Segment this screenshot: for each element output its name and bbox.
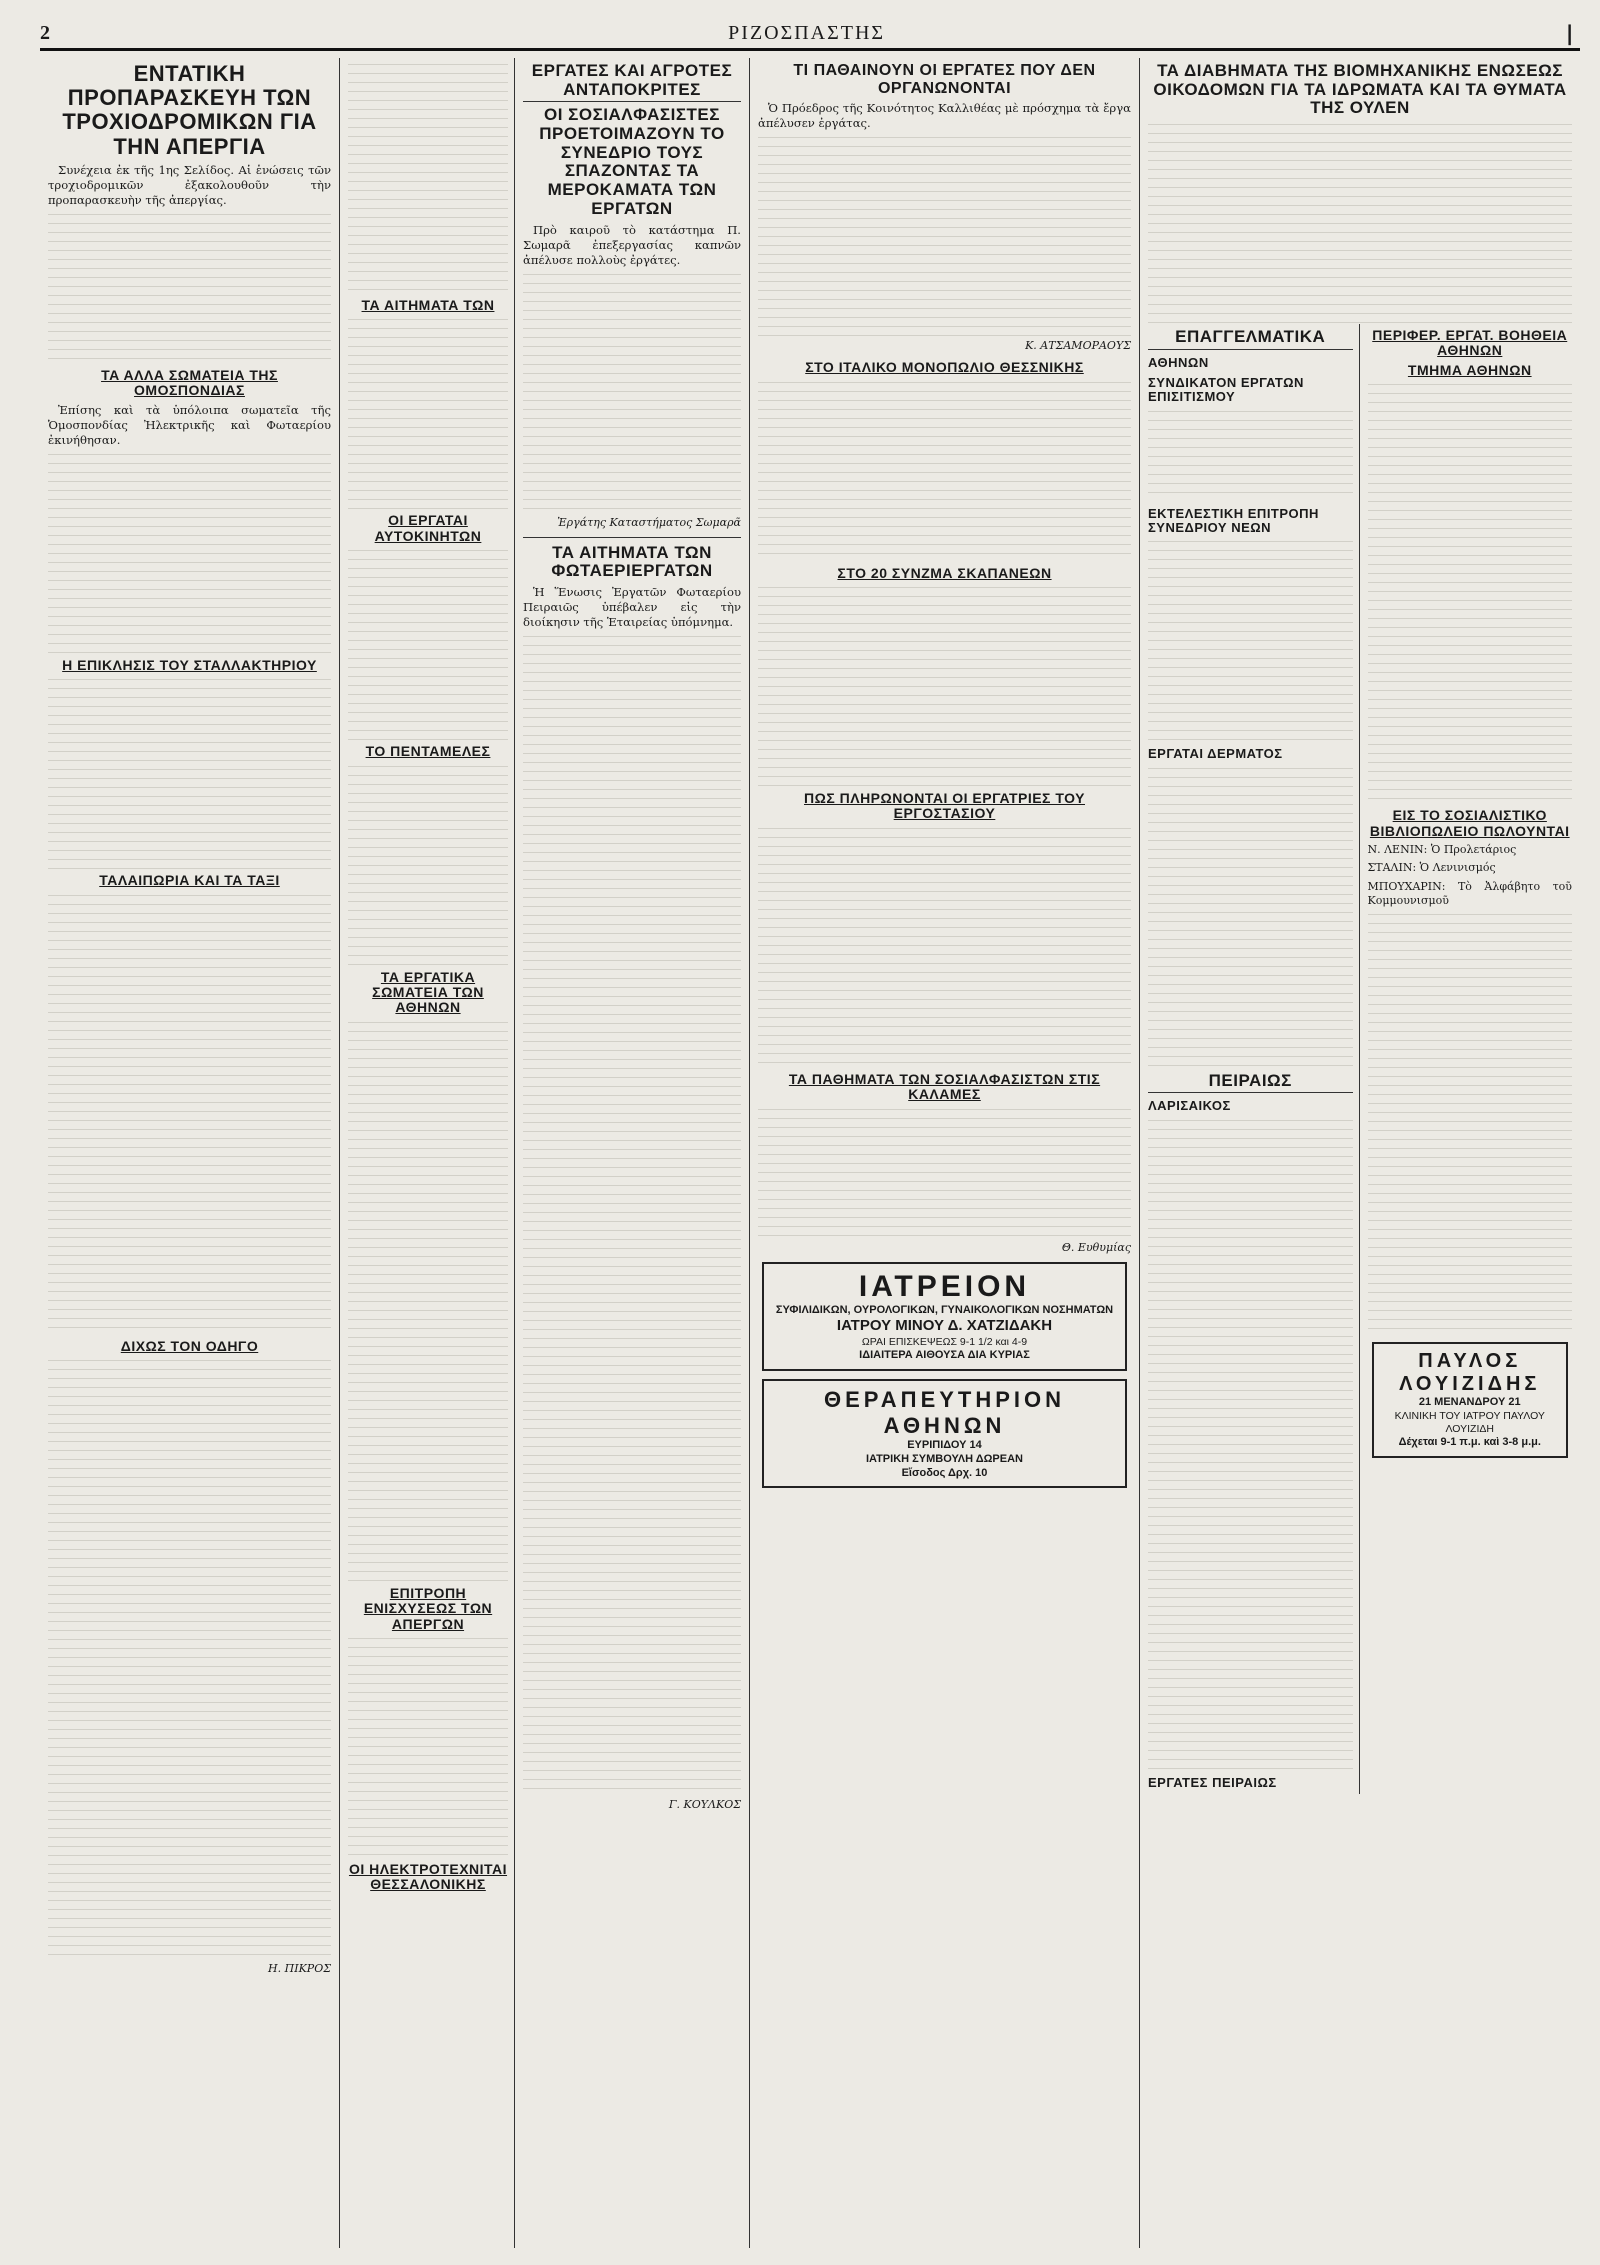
col3-signature1: Κ. ΑΤΣΑΜΟΡΑΟΥΣ: [1025, 339, 1131, 353]
col1b-sub5: ΕΠΙΤΡΟΠΗ ΕΝΙΣΧΥΣΕΩΣ ΤΩΝ ΑΠΕΡΓΩΝ: [363, 1584, 493, 1632]
col1-para1: Συνέχεια ἐκ τῆς 1ης Σελίδος. Αἱ ἑνώσεις τῶν τροχιοδρομικῶν ἐξακολουθοῦν τὴν προπαρασκευὴν τῆς ἀπεργίας.: [48, 162, 331, 207]
text-block: [1148, 541, 1353, 741]
col3-headline3: ΣΤΟ 20 ΣΥΝΖΜΑ ΣΚΑΠΑΝΕΩΝ: [837, 564, 1052, 581]
text-block: [48, 214, 331, 364]
text-block: [48, 1360, 331, 1960]
masthead-corner-mark: ❘: [1561, 22, 1580, 45]
col4-item1: ΣΥΝΔΙΚΑΤΟΝ ΕΡΓΑΤΩΝ ΕΠΙΣΙΤΙΣΜΟΥ: [1148, 375, 1304, 405]
ad3-line3: Δέχεται 9-1 π.μ. καὶ 3-8 μ.μ.: [1398, 1436, 1541, 1449]
col4-section2: ΠΕΙΡΑΙΩΣ: [1148, 1072, 1353, 1094]
ad1-line1: ΣΥΦΙΛΙΔΙΚΩΝ, ΟΥΡΟΛΟΓΙΚΩΝ, ΓΥΝΑΙΚΟΛΟΓΙΚΩΝ ΝΟΣΗΜΑΤΩΝ: [775, 1303, 1114, 1316]
col4-list3: ΜΠΟΥΧΑΡΙΝ: Τὸ Ἀλφάβητο τοῦ Κομμουνισμοῦ: [1367, 879, 1572, 907]
col2-banner: ΕΡΓΑΤΕΣ ΚΑΙ ΑΓΡΟΤΕΣ ΑΝΤΑΠΟΚΡΙΤΕΣ: [523, 62, 741, 102]
text-block: [758, 382, 1131, 562]
col1-sub4: ΔΙΧΩΣ ΤΟΝ ΟΔΗΓΟ: [120, 1337, 259, 1354]
column-2b: [523, 58, 741, 2248]
col4-section1b: ΑΘΗΝΩΝ: [1148, 354, 1209, 370]
col4-headline3: ΕΙΣ ΤΟ ΣΟΣΙΑΛΙΣΤΙΚΟ ΒΙΒΛΙΟΠΩΛΕΙΟ ΠΩΛΟΥΝΤΑΙ: [1369, 807, 1570, 839]
column-4: [1140, 58, 1580, 2248]
ad2-line1: ΕΥΡΙΠΙΔΟΥ 14: [907, 1439, 982, 1452]
ad2-title: ΘΕΡΑΠΕΥΤΗΡΙΟΝ ΑΘΗΝΩΝ: [823, 1387, 1066, 1439]
col4-item3: ΕΡΓΑΤΑΙ ΔΕΡΜΑΤΟΣ: [1148, 746, 1283, 762]
text-block: [758, 1109, 1131, 1239]
col1-headline: ΕΝΤΑΤΙΚΗ ΠΡΟΠΑΡΑΣΚΕΥΗ ΤΩΝ ΤΡΟΧΙΟΔΡΟΜΙΚΩΝ ΓΙΑ ΤΗΝ ΑΠΕΡΓΙΑ: [62, 61, 317, 159]
col3-headline2: ΣΤΟ ΙΤΑΛΙΚΟ ΜΟΝΟΠΩΛΙΟ ΘΕΣΣΝΙΚΗΣ: [805, 359, 1084, 376]
text-block: [758, 828, 1131, 1068]
text-block: [758, 587, 1131, 787]
classifieds: [1148, 324, 1360, 1794]
text-block: [1368, 384, 1573, 804]
text-block: [1148, 1120, 1353, 1770]
col2-headline: ΟΙ ΣΟΣΙΑΛΦΑΣΙΣΤΕΣ ΠΡΟΕΤΟΙΜΑΖΟΥΝ ΤΟ ΣΥΝΕΔΡΙΟ ΤΟΥΣ ΣΠΑΖΟΝΤΑΣ ΤΑ ΜΕΡΟΚΑΜΑΤΑ ΤΩΝ ΕΡΓΑΤΩΝ: [539, 105, 725, 218]
col1-sub2: Η ΕΠΙΚΛΗΣΙΣ ΤΟΥ ΣΤΑΛΛΑΚΤΗΡΙΟΥ: [62, 656, 317, 673]
col1-sub3: ΤΑΛΑΙΠΩΡΙΑ ΚΑΙ ΤΑ ΤΑΞΙ: [99, 872, 280, 889]
ad2-line2: ΙΑΤΡΙΚΗ ΣΥΜΒΟΥΛΗ ΔΩΡΕΑΝ: [866, 1452, 1023, 1465]
col1-sub1: ΤΑ ΑΛΛΑ ΣΩΜΑΤΕΙΑ ΤΗΣ ΟΜΟΣΠΟΝΔΙΑΣ: [101, 366, 278, 399]
ad3-line2: ΚΛΙΝΙΚΗ ΤΟΥ ΙΑΤΡΟΥ ΠΑΥΛΟΥ ΛΟΥΙΖΙΔΗ: [1394, 1409, 1545, 1436]
column-3: [750, 58, 1140, 2248]
masthead: [40, 18, 1580, 51]
column-2a: [348, 58, 515, 2248]
ad1-line2: ΙΑΤΡΟΥ ΜΙΝΟΥ Δ. ΧΑΤΖΙΔΑΚΗ: [836, 1317, 1053, 1335]
col1b-sub1: ΤΑ ΑΙΤΗΜΑΤΑ ΤΩΝ: [361, 297, 495, 313]
text-block: [523, 636, 741, 1796]
text-block: [758, 137, 1131, 337]
text-block: [1368, 914, 1573, 1334]
newspaper-title: ΡΙΖΟΣΠΑΣΤΗΣ: [728, 21, 886, 44]
text-block: [348, 1022, 508, 1582]
text-block: [348, 766, 508, 966]
text-block: [48, 454, 331, 654]
text-block: [48, 679, 331, 869]
column-2: [340, 58, 750, 2248]
col4-item5: ΕΡΓΑΤΕΣ ΠΕΙΡΑΙΩΣ: [1148, 1774, 1277, 1790]
ad2-line3: Εἴσοδος Δρχ. 10: [901, 1466, 988, 1479]
col4-item4: ΛΑΡΙΣΑΙΚΟΣ: [1148, 1098, 1231, 1114]
ad-iatreion: [762, 1262, 1127, 1371]
col1-para2: Ἐπίσης καὶ τὰ ὑπόλοιπα σωματεῖα τῆς Ὁμοσπονδίας Ἠλεκτρικῆς καὶ Φωταερίου ἐκινήθησαν.: [48, 402, 331, 447]
col3-headline4: ΠΩΣ ΠΛΗΡΩΝΟΝΤΑΙ ΟΙ ΕΡΓΑΤΡΙΕΣ ΤΟΥ ΕΡΓΟΣΤΑΣΙΟΥ: [804, 790, 1085, 822]
col4-list1: Ν. ΛΕΝΙΝ: Ὁ Προλετάριος: [1367, 843, 1517, 857]
col2-signature2: Γ. ΚΟΥΛΚΟΣ: [668, 1798, 741, 1812]
col2-para1: Πρὸ καιροῦ τὸ κατάστημα Π. Σωμαρᾶ ἐπεξεργασίας καπνῶν ἀπέλυσε πολλοὺς ἐργάτες.: [523, 222, 741, 267]
divider: [523, 537, 741, 538]
col1b-sub3: ΤΟ ΠΕΝΤΑΜΕΛΕΣ: [365, 743, 491, 760]
col2-headline2: ΤΑ ΑΙΤΗΜΑΤΑ ΤΩΝ ΦΩΤΑΕΡΙΕΡΓΑΤΩΝ: [551, 542, 713, 581]
text-block: [1148, 768, 1353, 1068]
ad1-line4: ΙΔΙΑΙΤΕΡΑ ΑΙΘΟΥΣΑ ΔΙΑ ΚΥΡΙΑΣ: [859, 1349, 1030, 1362]
col4-headline1: ΤΑ ΔΙΑΒΗΜΑΤΑ ΤΗΣ ΒΙΟΜΗΧΑΝΙΚΗΣ ΕΝΩΣΕΩΣ ΟΙΚΟΔΟΜΩΝ ΓΙΑ ΤΑ ΙΔΡΩΜΑΤΑ ΚΑΙ ΤΑ ΘΥΜΑΤΑ ΤΗΣ ΟΥΛΕΝ: [1153, 61, 1567, 118]
ad-therapeftirion: [762, 1379, 1127, 1488]
column-1: [40, 58, 340, 2248]
text-block: [348, 550, 508, 740]
text-block: [348, 319, 508, 509]
text-block: [348, 1638, 508, 1858]
col1-signature: Η. ΠΙΚΡΟΣ: [268, 1962, 331, 1976]
text-block: [523, 274, 741, 514]
col1b-sub4: ΤΑ ΕΡΓΑΤΙΚΑ ΣΩΜΑΤΕΙΑ ΤΩΝ ΑΘΗΝΩΝ: [372, 968, 484, 1016]
aid-and-bookshop: [1368, 324, 1573, 1794]
col4-sub2: ΤΜΗΜΑ ΑΘΗΝΩΝ: [1407, 361, 1532, 378]
col2-signature1: Ἐργάτης Καταστήματος Σωμαρᾶ: [557, 515, 741, 529]
col4-section1: ΕΠΑΓΓΕΛΜΑΤΙΚΑ: [1148, 328, 1353, 350]
ad-louizidis: [1372, 1342, 1569, 1458]
text-block: [1148, 411, 1353, 501]
col2-para2: Ἡ Ἕνωσις Ἐργατῶν Φωταερίου Πειραιῶς ὑπέβαλεν εἰς τὴν διοίκησιν τῆς Ἑταιρείας ὑπόμνημα.: [523, 585, 741, 630]
ad3-line1: 21 ΜΕΝΑΝΔΡΟΥ 21: [1418, 1396, 1521, 1409]
col4-headline2: ΠΕΡΙΦΕΡ. ΕΡΓΑΤ. ΒΟΗΘΕΙΑ ΑΘΗΝΩΝ: [1372, 327, 1568, 359]
col4-item2: ΕΚΤΕΛΕΣΤΙΚΗ ΕΠΙΤΡΟΠΗ ΣΥΝΕΔΡΙΟΥ ΝΕΩΝ: [1148, 505, 1319, 535]
ad1-line3: ΩΡΑΙ ΕΠΙΣΚΕΨΕΩΣ 9-1 1/2 και 4-9: [861, 1336, 1028, 1349]
col4-list2: ΣΤΑΛΙΝ: Ὁ Λενινισμός: [1367, 861, 1496, 875]
col3-signature2: Θ. Ευθυμίας: [1061, 1240, 1131, 1254]
col3-headline5: ΤΑ ΠΑΘΗΜΑΤΑ ΤΩΝ ΣΟΣΙΑΛΦΑΣΙΣΤΩΝ ΣΤΙΣ ΚΑΛΑΜΕΣ: [788, 1070, 1101, 1103]
col1b-sub6: ΟΙ ΗΛΕΚΤΡΟΤΕΧΝΙΤΑΙ ΘΕΣΣΑΛΟΝΙΚΗΣ: [348, 1860, 508, 1893]
col3-para1: Ὁ Πρόεδρος τῆς Κοινότητος Καλλιθέας μὲ πρόσχημα τὰ ἔργα ἀπέλυσεν ἐργάτας.: [758, 101, 1131, 131]
text-block: [1148, 124, 1572, 324]
page-number: 2: [40, 21, 52, 44]
ad1-title: ΙΑΤΡΕΙΟΝ: [858, 1269, 1031, 1303]
column-4-split: [1148, 324, 1572, 1794]
text-block: [348, 64, 508, 294]
col3-headline1: ΤΙ ΠΑΘΑΙΝΟΥΝ ΟΙ ΕΡΓΑΤΕΣ ΠΟΥ ΔΕΝ ΟΡΓΑΝΩΝΟΝΤΑΙ: [793, 62, 1096, 97]
ad3-title: ΠΑΥΛΟΣ ΛΟΥΙΖΙΔΗΣ: [1399, 1350, 1541, 1396]
col1b-sub2: ΟΙ ΕΡΓΑΤΑΙ ΑΥΤΟΚΙΝΗΤΩΝ: [374, 512, 482, 544]
text-block: [48, 895, 331, 1335]
